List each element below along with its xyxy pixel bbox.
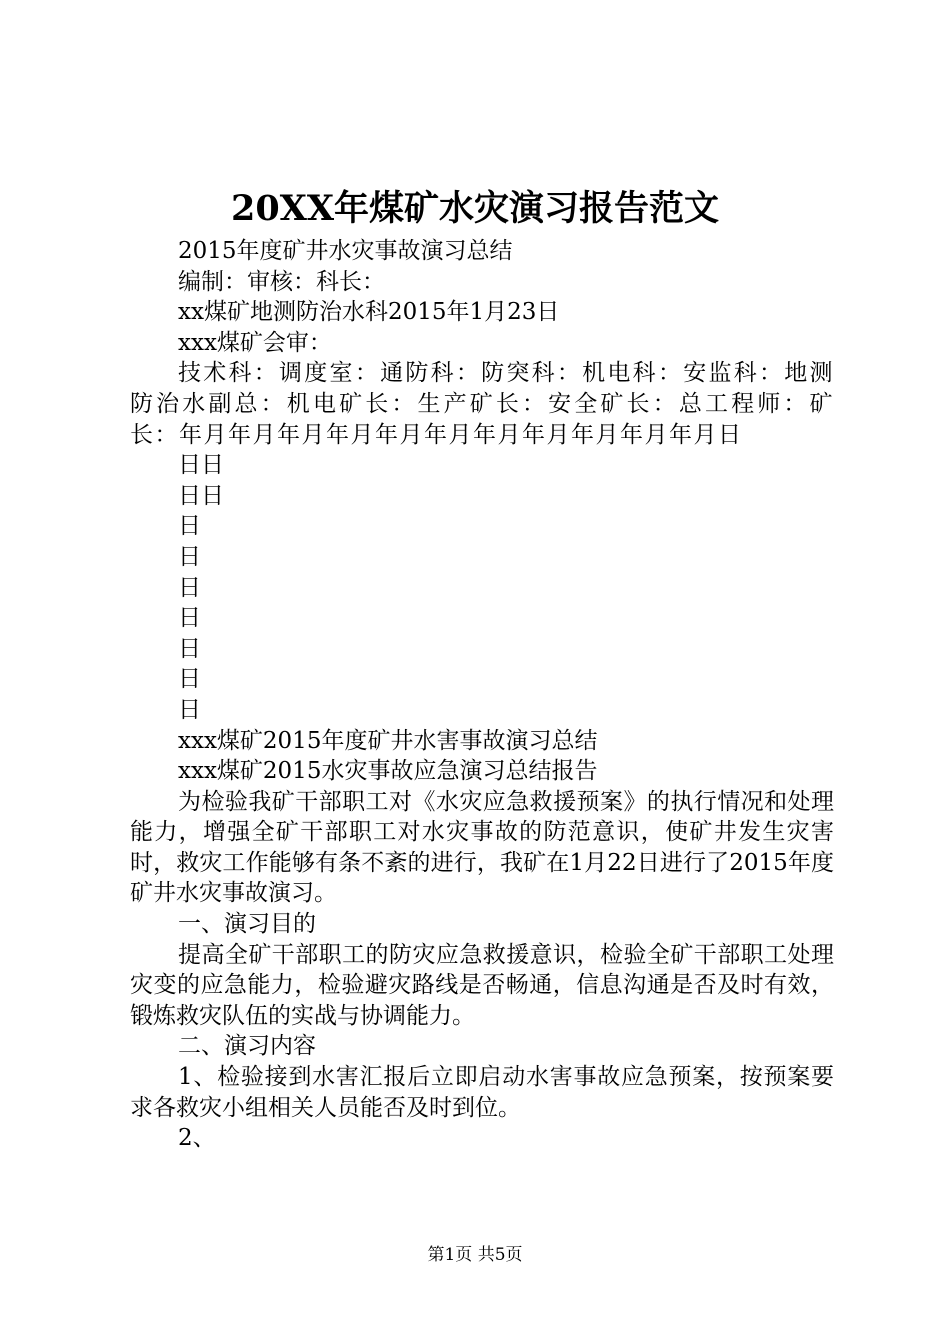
section-heading: 二、演习内容: [178, 1033, 316, 1060]
text-line: 日: [178, 574, 201, 601]
paragraph-content: 1、检验接到水害汇报后立即启动水害事故应急预案，按预案要求各救灾小组相关人员能否及时到位。: [130, 1064, 834, 1121]
paragraph-signatures: 技术科：调度室：通防科：防突科：机电科：安监科：地测防治水副总：机电矿长：生产矿长：安全矿长：总工程师：矿长：年月年月年月年月年月年月年月年月年月年月年月日: [130, 360, 834, 448]
text-line: xxx煤矿会审：: [178, 329, 332, 356]
text-line: 2、: [178, 1125, 216, 1152]
text-line: 日: [178, 513, 201, 540]
text-line: 2015年度矿井水灾事故演习总结: [178, 238, 513, 264]
paragraph-purpose: 提高全矿干部职工的防灾应急救援意识，检验全矿干部职工处理灾变的应急能力，检验避灾路线是否畅通，信息沟通是否及时有效，锻炼救灾队伍的实战与协调能力。: [130, 941, 834, 1029]
page-footer: 第1页 共5页: [427, 1245, 523, 1265]
text-line: xx煤矿地测防治水科2015年1月23日: [178, 299, 560, 326]
document-title: 20XX年煤矿水灾演习报告范文: [230, 188, 720, 229]
text-line: xxx煤矿2015水灾事故应急演习总结报告: [178, 758, 598, 785]
text-line: 日日: [178, 452, 224, 479]
text-line: 日: [178, 696, 201, 723]
paragraph-intro: 为检验我矿干部职工对《水灾应急救援预案》的执行情况和处理能力，增强全矿干部职工对水灾事故的防范意识，使矿井发生灾害时，救灾工作能够有条不紊的进行，我矿在1月22日进行了2015年度矿井水灾事故演习。: [130, 788, 834, 907]
document-body: [130, 236, 834, 1154]
text-line: 日: [178, 543, 201, 570]
text-line: xxx煤矿2015年度矿井水害事故演习总结: [178, 727, 598, 754]
text-line: 日日: [178, 482, 224, 509]
text-line: 日: [178, 666, 201, 693]
text-line: 编制：审核：科长：: [178, 268, 385, 295]
text-line: 日: [178, 635, 201, 662]
section-heading: 一、演习目的: [178, 911, 316, 938]
text-line: 日: [178, 605, 201, 632]
